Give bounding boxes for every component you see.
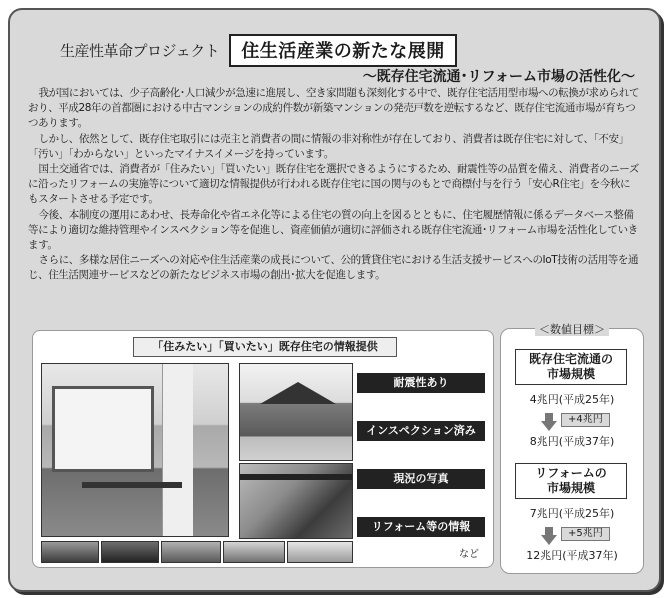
down-arrow-icon: [541, 535, 557, 545]
roof-shape: [260, 382, 336, 404]
interior-photo: [41, 363, 229, 537]
increase-badge: +4兆円: [561, 413, 610, 427]
target-label: [515, 463, 627, 499]
target-label-line: 市場規模: [546, 481, 595, 495]
room-photo: [239, 463, 353, 539]
column-shape: [162, 364, 193, 536]
increase-badge: +5兆円: [561, 527, 610, 541]
info-tag: リフォーム等の情報: [357, 517, 485, 537]
target-label-line: 市場規模: [546, 367, 595, 381]
info-tag: インスペクション済み: [357, 421, 485, 441]
target-label-line: 既存住宅流通の: [528, 352, 613, 366]
target-to: 12兆円(平成37年): [526, 549, 618, 562]
targets-title: ＜数値目標＞: [535, 323, 609, 336]
info-panel: [32, 330, 494, 568]
etc-label: など: [459, 549, 479, 560]
thumbnail-photo: [223, 541, 285, 563]
project-label: 生産性革命プロジェクト: [60, 42, 220, 60]
body-text: [28, 86, 640, 284]
article-frame: [8, 8, 661, 592]
targets-panel: [500, 323, 644, 574]
info-panel-title: 「住みたい」「買いたい」既存住宅の情報提供: [133, 337, 397, 357]
page-title: 住生活産業の新たな展開: [229, 34, 457, 67]
paragraph: しかし、依然として、既存住宅取引には売主と消費者の間に情報の非対称性が存在しており、消費者は既存住宅に対して、「不安」「汚い」「わからない」といったマイナスイメージを持っています。: [28, 132, 629, 160]
window-shape: [52, 386, 154, 472]
info-tag: 耐震性あり: [357, 373, 485, 393]
down-arrow-icon: [541, 421, 557, 431]
target-from: 7兆円(平成25年): [529, 507, 615, 520]
exterior-photo: [239, 363, 353, 461]
thumbnail-photo: [41, 541, 99, 563]
paragraph: 今後、本制度の運用にあわせ、長寿命化や省エネ化等による住宅の質の向上を図るとともに、住宅履歴情報に係るデータベース整備等により適切な維持管理やインスペクション等を促進し、資産価値が適切に評価される既存住宅流通･リフォーム市場を活性化していきます。: [28, 208, 638, 252]
paragraph: さらに、多様な居住ニーズへの対応や住生活産業の成長について、公的賃貸住宅における生活支援サービスへのIoT技術の活用等を通じ、住生活関連サービスなどの新たなビジネス市場の創出･拡大を促進します。: [28, 254, 639, 282]
header: [60, 34, 457, 67]
thumbnail-photo: [287, 541, 353, 563]
paragraph: 国土交通省では、消費者が「住みたい」「買いたい」既存住宅を選択できるようにするため、耐震性等の品質を備え、消費者のニーズに沿ったリフォームの実施等について適切な情報提供が行われる既存住宅に国の関与のもとで商標付与を行う「安心R住宅」を今秋にもスタートさせる予定です。: [28, 163, 639, 206]
info-tag: 現況の写真: [357, 469, 485, 489]
beam-shape: [240, 474, 352, 480]
thumbnail-photo: [161, 541, 221, 563]
target-label-line: リフォームの: [535, 466, 607, 480]
target-to: 8兆円(平成37年): [529, 435, 615, 448]
table-shape: [82, 482, 182, 488]
target-label: [515, 349, 627, 385]
page-subtitle: ～既存住宅流通･リフォーム市場の活性化～: [362, 69, 635, 85]
target-from: 4兆円(平成25年): [529, 393, 615, 406]
thumbnail-photo: [101, 541, 159, 563]
paragraph: 我が国においては、少子高齢化･人口減少が急速に進展し、空き家問題も深刻化する中で、既存住宅活用型市場への転換が求められており、平成28年の首都圏における中古マンションの成約件数が新築マンションの発売戸数を逆転するなど、既存住宅流通市場が育ちつつあります。: [28, 87, 640, 130]
